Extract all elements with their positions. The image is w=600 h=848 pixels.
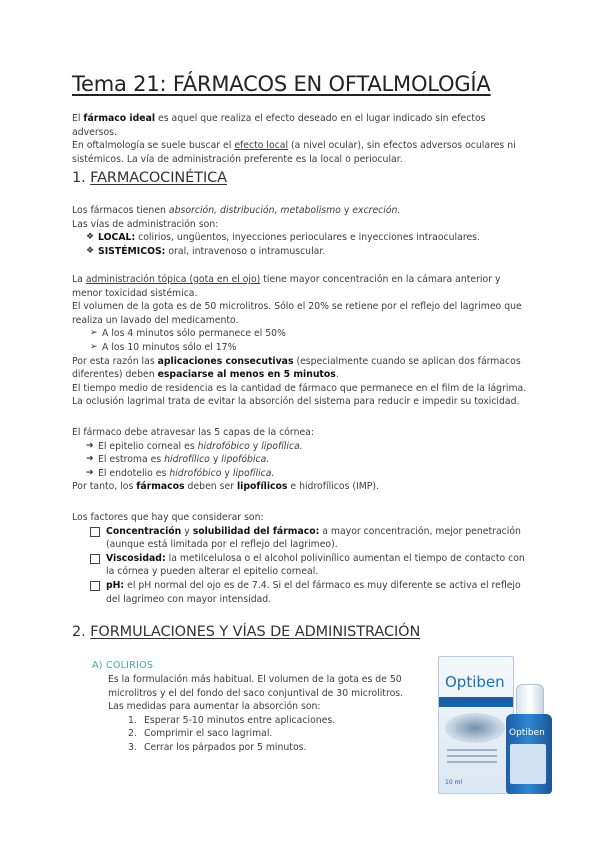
text: Por esta razón las [72,355,158,367]
text: La [72,274,86,285]
checkbox-icon [90,527,100,537]
list-item [72,327,532,341]
bottle-cap [516,684,544,716]
text: A los 10 minutos sólo el 17% [102,341,237,353]
bold-text: Concentración [106,525,182,537]
text: (especialmente cuando se aplican dos fármacos diferentes) deben [72,355,521,381]
checklist-item [72,552,532,579]
gota-text: El volumen de la gota es de 50 microlitros. Sólo el 20% se retiene por el reflejo del lagrimeo que realiza un lavado del medicamento. [72,301,522,326]
bold-text: LOCAL: [98,232,136,244]
list-item [108,741,408,755]
section-number: 2. [72,624,86,640]
italic-text: lipofílica. [261,440,303,452]
product-bottle [504,684,554,794]
list-item [72,467,532,481]
section-heading-1 [72,170,227,186]
text: oral, intravenoso o intramuscular. [165,245,326,257]
product-image [438,650,560,800]
italic-text: excreción. [352,205,401,216]
text: Esperar 5-10 minutos entre aplicaciones. [144,714,336,726]
italic-text: lipofílica. [232,467,275,479]
text: y [221,467,233,479]
capas-intro: El fármaco debe atravesar las 5 capas de la córnea: [72,427,315,438]
box-band [439,697,513,707]
list-item [72,245,532,259]
checkbox-icon [90,554,100,564]
factores-block [72,511,532,606]
arrowhead-bullet-icon: ➢ [90,328,98,339]
italic-text: hidrofóbico [169,467,222,479]
capas-block [72,426,532,494]
bottle-label [510,744,546,784]
text: es aquel que realiza el efecto deseado en el lugar indicado sin efectos adversos. [72,113,486,138]
text: e hidrofílicos (IMP). [287,481,379,493]
text: deben ser [184,481,237,493]
bottle-body [506,714,552,794]
bold-text: fármacos [136,481,185,493]
page-title: Tema 21: FÁRMACOS EN OFTALMOLOGÍA [72,72,491,96]
product-box [438,656,514,794]
list-number: 1. [128,714,137,726]
text: Comprimir el saco lagrimal. [144,728,273,740]
section-number: 1. [72,170,86,186]
text: El estroma es [98,454,165,466]
text: tiene mayor concentración en la cámara anterior y menor toxicidad sistémica. [72,274,501,299]
underlined-text: efecto local [234,140,289,152]
text: colirios, ungüentos, inyecciones perioculares e inyecciones intraoculares. [135,232,480,244]
text: Cerrar los párpados por 5 minutos. [144,741,307,753]
arrow-bullet-icon: ➔ [86,454,94,465]
text: a mayor concentración, mejor penetración (aunque está limitada por el reflejo del lagrimeo). [106,525,521,551]
checklist-item [72,579,532,606]
text: Los fármacos tienen [72,205,169,216]
list-item [108,714,408,728]
residencia-text: El tiempo medio de residencia es la cantidad de fármaco que permanece en el film de la lágrima. [72,382,527,394]
list-number: 3. [128,741,137,753]
bold-text: pH: [106,579,125,591]
italic-text: lipofóbica. [221,454,270,466]
colirios-text: Es la formulación más habitual. El volumen de la gota es de 50 microlitros y el del fondo del saco conjuntival de 30 microlitros. [108,674,404,699]
list-item [72,341,532,355]
text: (a nivel ocular), sin efectos adversos oculares ni sistémicos. La vía de administración preferente es la local o periocular. [72,140,516,165]
bottle-brand: Optiben [509,728,545,738]
underlined-text: administración tópica (gota en el ojo) [85,274,261,285]
section-label: FARMACOCINÉTICA [90,170,227,186]
vias-intro: Las vías de administración son: [72,218,219,230]
bold-text: espaciarse al menos en 5 minutos [157,369,336,381]
list-item [72,231,532,245]
list-number: 2. [128,728,137,740]
bold-text: SISTÉMICOS: [98,245,166,257]
intro-paragraph [72,112,532,166]
text: la metilcelulosa o el alcohol polivinílico aumentan el tiempo de contacto con la córnea y pueden alterar el epitelio corneal. [106,552,525,578]
oclusion-text: La oclusión lagrimal trata de evitar la absorción del sistema para reducir e impedir su toxicidad. [72,396,520,408]
italic-text: hidrofílico [164,454,210,466]
section-heading-2 [72,624,420,640]
text: y [181,525,193,537]
medidas-intro: Las medidas para aumentar la absorción son: [108,701,321,713]
arrow-bullet-icon: ➔ [86,440,94,451]
text: A los 4 minutos sólo permanece el 50% [102,328,286,340]
text: El [72,113,84,124]
list-item [72,453,532,467]
italic-text: absorción, distribución, metabolismo [168,205,341,216]
text: En oftalmología se suele buscar el [72,140,235,152]
box-text-lines [447,749,497,767]
bold-text: lipofílicos [236,481,288,493]
text: Por tanto, los [72,481,137,493]
italic-text: hidrofóbico [197,440,250,452]
subsection-heading: A) COLIRIOS [92,660,154,671]
farmacocinetica-block [72,204,532,258]
list-item [108,727,408,741]
text: y [249,440,262,452]
text: el pH normal del ojo es de 7.4. Si el del fármaco es muy diferente se activa el reflejo del lagrimeo con mayor intensidad. [106,579,521,605]
diamond-bullet-icon: ❖ [86,245,95,256]
bold-text: fármaco ideal [83,113,156,124]
diamond-bullet-icon: ❖ [86,232,95,243]
arrowhead-bullet-icon: ➢ [90,341,98,352]
colirios-block [108,673,408,755]
bold-text: Viscosidad: [106,552,166,564]
product-volume: 10 ml [445,779,463,786]
bold-text: aplicaciones consecutivas [157,355,294,367]
list-item [72,440,532,454]
checklist-item [72,525,532,552]
text: y [209,454,222,466]
eye-picture [445,713,505,743]
text: . [335,369,339,381]
factores-intro: Los factores que hay que considerar son: [72,512,264,523]
section-label: FORMULACIONES Y VÍAS DE ADMINISTRACIÓN [90,624,421,640]
text: El epitelio corneal es [98,440,198,452]
arrow-bullet-icon: ➔ [86,467,94,478]
product-brand: Optiben [445,673,505,691]
checkbox-icon [90,581,100,591]
bold-text: solubilidad del fármaco: [192,525,320,537]
text: y [340,205,353,216]
text: El endotelio es [98,467,170,479]
topica-block [72,273,532,409]
